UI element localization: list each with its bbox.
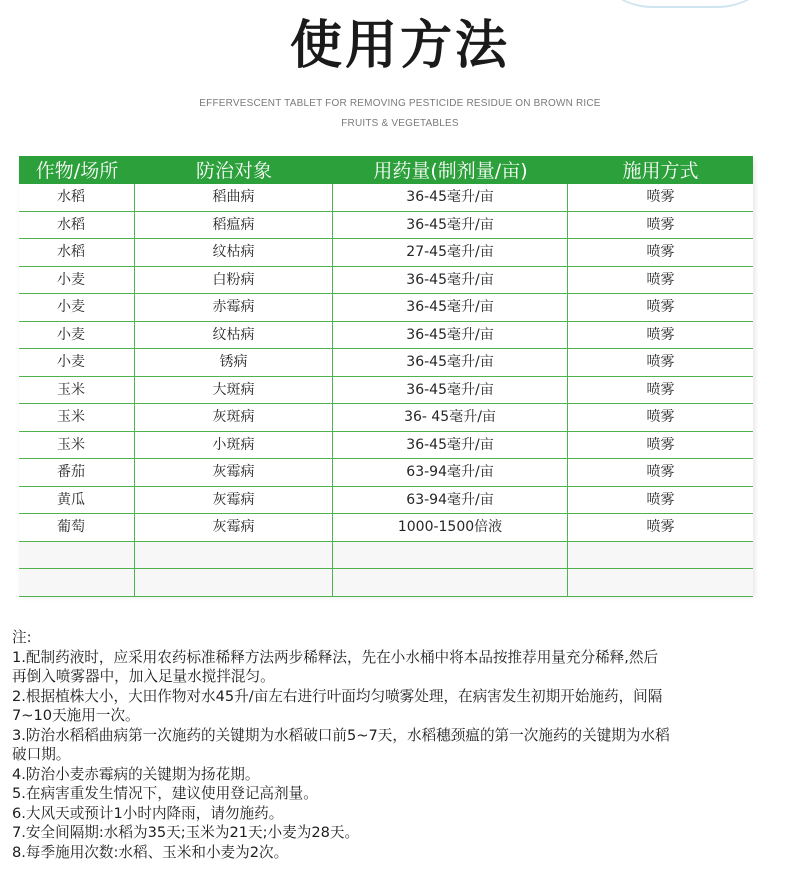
cell-dosage	[333, 542, 568, 569]
cell-method: 喷雾	[646, 244, 675, 260]
cell-target	[135, 569, 333, 596]
cell-dosage: 36-45毫升/亩	[333, 184, 568, 211]
note-line: 7.安全间隔期:水稻为35天;玉米为21天;小麦为28天。	[12, 824, 360, 841]
cell-target: 锈病	[135, 349, 333, 376]
cell-target	[135, 542, 333, 569]
cell-method: 喷雾	[646, 409, 675, 425]
cell-method: 喷雾	[646, 519, 675, 535]
notes-heading: 注:	[12, 629, 32, 646]
cell-method: 喷雾	[646, 436, 675, 453]
cell-crop: 玉米	[19, 432, 135, 459]
notes-section	[12, 628, 792, 862]
cell-crop: 小麦	[19, 349, 135, 376]
cell-crop: 小麦	[19, 322, 135, 349]
cell-crop: 玉米	[19, 377, 135, 404]
cell-crop	[19, 542, 135, 569]
cell-target: 灰霉病	[135, 514, 333, 541]
cell-dosage: 63-94毫升/亩	[333, 459, 568, 486]
table-row	[19, 212, 753, 240]
table-row	[19, 459, 753, 487]
cell-target: 小斑病	[135, 432, 333, 459]
cell-dosage: 27-45毫升/亩	[333, 239, 568, 266]
cell-dosage: 63-94毫升/亩	[333, 487, 568, 514]
note-line: 7~10天施用一次。	[12, 707, 140, 724]
cell-target: 纹枯病	[135, 239, 333, 266]
cell-method: 喷雾	[646, 299, 675, 315]
cell-dosage: 36-45毫升/亩	[333, 432, 568, 459]
cell-method: 喷雾	[646, 189, 675, 205]
header-target: 防治对象	[195, 160, 272, 182]
cell-dosage: 36-45毫升/亩	[333, 377, 568, 404]
cell-dosage: 1000-1500倍液	[333, 514, 568, 541]
table-row	[19, 294, 753, 322]
cell-crop: 玉米	[19, 404, 135, 431]
table-row	[19, 239, 753, 267]
cell-method: 喷雾	[646, 381, 675, 398]
note-line: 1.配制药液时，应采用农药标准稀释方法两步稀释法，先在小水桶中将本品按推荐用量充分稀释,然后	[12, 648, 659, 666]
note-line: 3.防治水稻稻曲病第一次施药的关键期为水稻破口前5~7天，水稻穗颈瘟的第一次施药的关键期为水稻	[12, 726, 670, 744]
cell-crop: 小麦	[19, 294, 135, 321]
cell-dosage: 36- 45毫升/亩	[333, 404, 568, 431]
cell-dosage: 36-45毫升/亩	[333, 294, 568, 321]
subtitle-line-2: FRUITS & VEGETABLES	[341, 118, 459, 129]
note-line: 8.每季施用次数:水稻、玉米和小麦为2次。	[12, 843, 289, 861]
page-title: 使用方法	[289, 16, 510, 76]
cell-method: 喷雾	[646, 354, 675, 370]
note-line: 6.大风天或预计1小时内降雨，请勿施药。	[12, 804, 284, 822]
header-dosage: 用药量(制剂量/亩)	[373, 160, 528, 182]
cell-method: 喷雾	[646, 491, 675, 508]
cell-crop: 水稻	[19, 184, 135, 211]
cell-dosage: 36-45毫升/亩	[333, 267, 568, 294]
table-row	[19, 349, 753, 377]
usage-table	[19, 156, 753, 594]
table-row	[19, 432, 753, 460]
table-row	[19, 542, 753, 570]
header-method: 施用方式	[622, 160, 699, 182]
note-line: 破口期。	[12, 746, 71, 763]
note-line: 5.在病害重发生情况下，建议使用登记高剂量。	[12, 785, 318, 802]
cell-target: 灰霉病	[135, 459, 333, 486]
cell-target: 赤霉病	[135, 294, 333, 321]
cell-target: 大斑病	[135, 377, 333, 404]
cell-crop: 黄瓜	[19, 487, 135, 514]
cell-target: 稻瘟病	[135, 212, 333, 239]
cell-method: 喷雾	[646, 326, 675, 343]
note-line: 4.防治小麦赤霉病的关键期为扬花期。	[12, 765, 260, 783]
header-crop: 作物/场所	[35, 160, 119, 182]
table-row	[19, 322, 753, 350]
cell-method: 喷雾	[646, 216, 675, 233]
cell-dosage: 36-45毫升/亩	[333, 349, 568, 376]
cell-crop: 葡萄	[19, 514, 135, 541]
cell-method	[568, 542, 753, 569]
table-row	[19, 569, 753, 597]
cell-crop: 水稻	[19, 239, 135, 266]
table-row	[19, 487, 753, 515]
cell-target: 灰霉病	[135, 487, 333, 514]
subtitle-line-1: EFFERVESCENT TABLET FOR REMOVING PESTICIDE RESIDUE ON BROWN RICE	[199, 98, 601, 109]
cell-crop	[19, 569, 135, 596]
cell-target: 灰斑病	[135, 404, 333, 431]
table-row	[19, 404, 753, 432]
cell-target: 白粉病	[135, 267, 333, 294]
table-row	[19, 377, 753, 405]
cell-target: 纹枯病	[135, 322, 333, 349]
cell-method: 喷雾	[646, 271, 675, 288]
table-body	[19, 184, 753, 597]
note-line: 2.根据植株大小，大田作物对水45升/亩左右进行叶面均匀喷雾处理，在病害发生初期开始施药，间隔	[12, 687, 663, 705]
table-row	[19, 514, 753, 542]
cell-method	[568, 569, 753, 596]
cell-crop: 小麦	[19, 267, 135, 294]
note-line: 再倒入喷雾器中，加入足量水搅拌混匀。	[12, 668, 275, 685]
cell-crop: 水稻	[19, 212, 135, 239]
table-header-row	[19, 156, 753, 184]
cell-dosage: 36-45毫升/亩	[333, 322, 568, 349]
cell-method: 喷雾	[646, 464, 675, 480]
cell-target: 稻曲病	[135, 184, 333, 211]
table-row	[19, 267, 753, 295]
cell-dosage	[333, 569, 568, 596]
notes-list	[12, 648, 792, 863]
cell-dosage: 36-45毫升/亩	[333, 212, 568, 239]
table-row	[19, 184, 753, 212]
cell-crop: 番茄	[19, 459, 135, 486]
